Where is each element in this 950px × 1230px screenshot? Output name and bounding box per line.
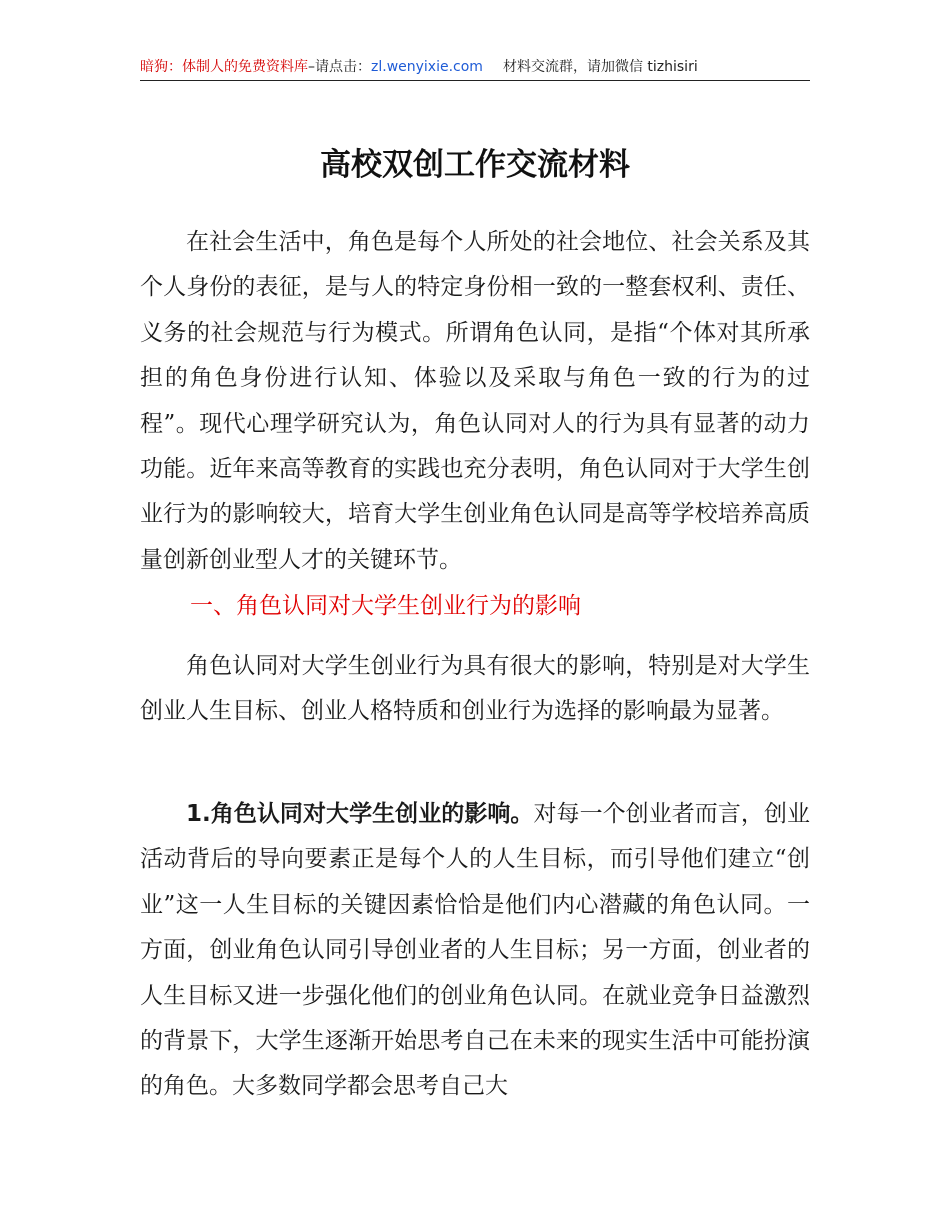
paragraph-subsection	[140, 792, 810, 1110]
paragraph-section-intro: 角色认同对大学生创业行为具有很大的影响，特别是对大学生创业人生目标、创业人格特质和创业行为选择的影响最为显著。	[140, 653, 810, 725]
header-contact: 材料交流群，请加微信 tizhisiri	[502, 59, 698, 75]
section-heading: 一、角色认同对大学生创业行为的影响	[190, 593, 581, 619]
header-url-link[interactable]: zl.wenyixie.com	[371, 59, 483, 75]
header-click-label: –请点击：	[308, 59, 371, 75]
subsection-lead: 1.角色认同对大学生创业的影响。	[186, 801, 534, 827]
document-title: 高校双创工作交流材料	[320, 147, 630, 183]
header-site-label: 暗狗：体制人的免费资料库	[140, 59, 308, 75]
page-header	[140, 56, 810, 81]
subsection-body: 对每一个创业者而言，创业活动背后的导向要素正是每个人的人生目标，而引导他们建立“创业”这一人生目标的关键因素恰恰是他们内心潜藏的角色认同。一方面，创业角色认同引导创业者的人生目标；另一方面，创业者的人生目标又进一步强化他们的创业角色认同。在就业竞争日益激烈的背景下，大学生逐渐开始思考自己在未来的现实生活中可能扮演的角色。大多数同学都会思考自己大	[140, 801, 810, 1100]
paragraph-intro: 在社会生活中，角色是每个人所处的社会地位、社会关系及其个人身份的表征，是与人的特定身份相一致的一整套权利、责任、义务的社会规范与行为模式。所谓角色认同，是指“个体对其所承担的角色身份进行认知、体验以及采取与角色一致的行为的过程”。现代心理学研究认为，角色认同对人的行为具有显著的动力功能。近年来高等教育的实践也充分表明，角色认同对于大学生创业行为的影响较大，培育大学生创业角色认同是高等学校培养高质量创新创业型人才的关键环节。	[140, 229, 810, 573]
